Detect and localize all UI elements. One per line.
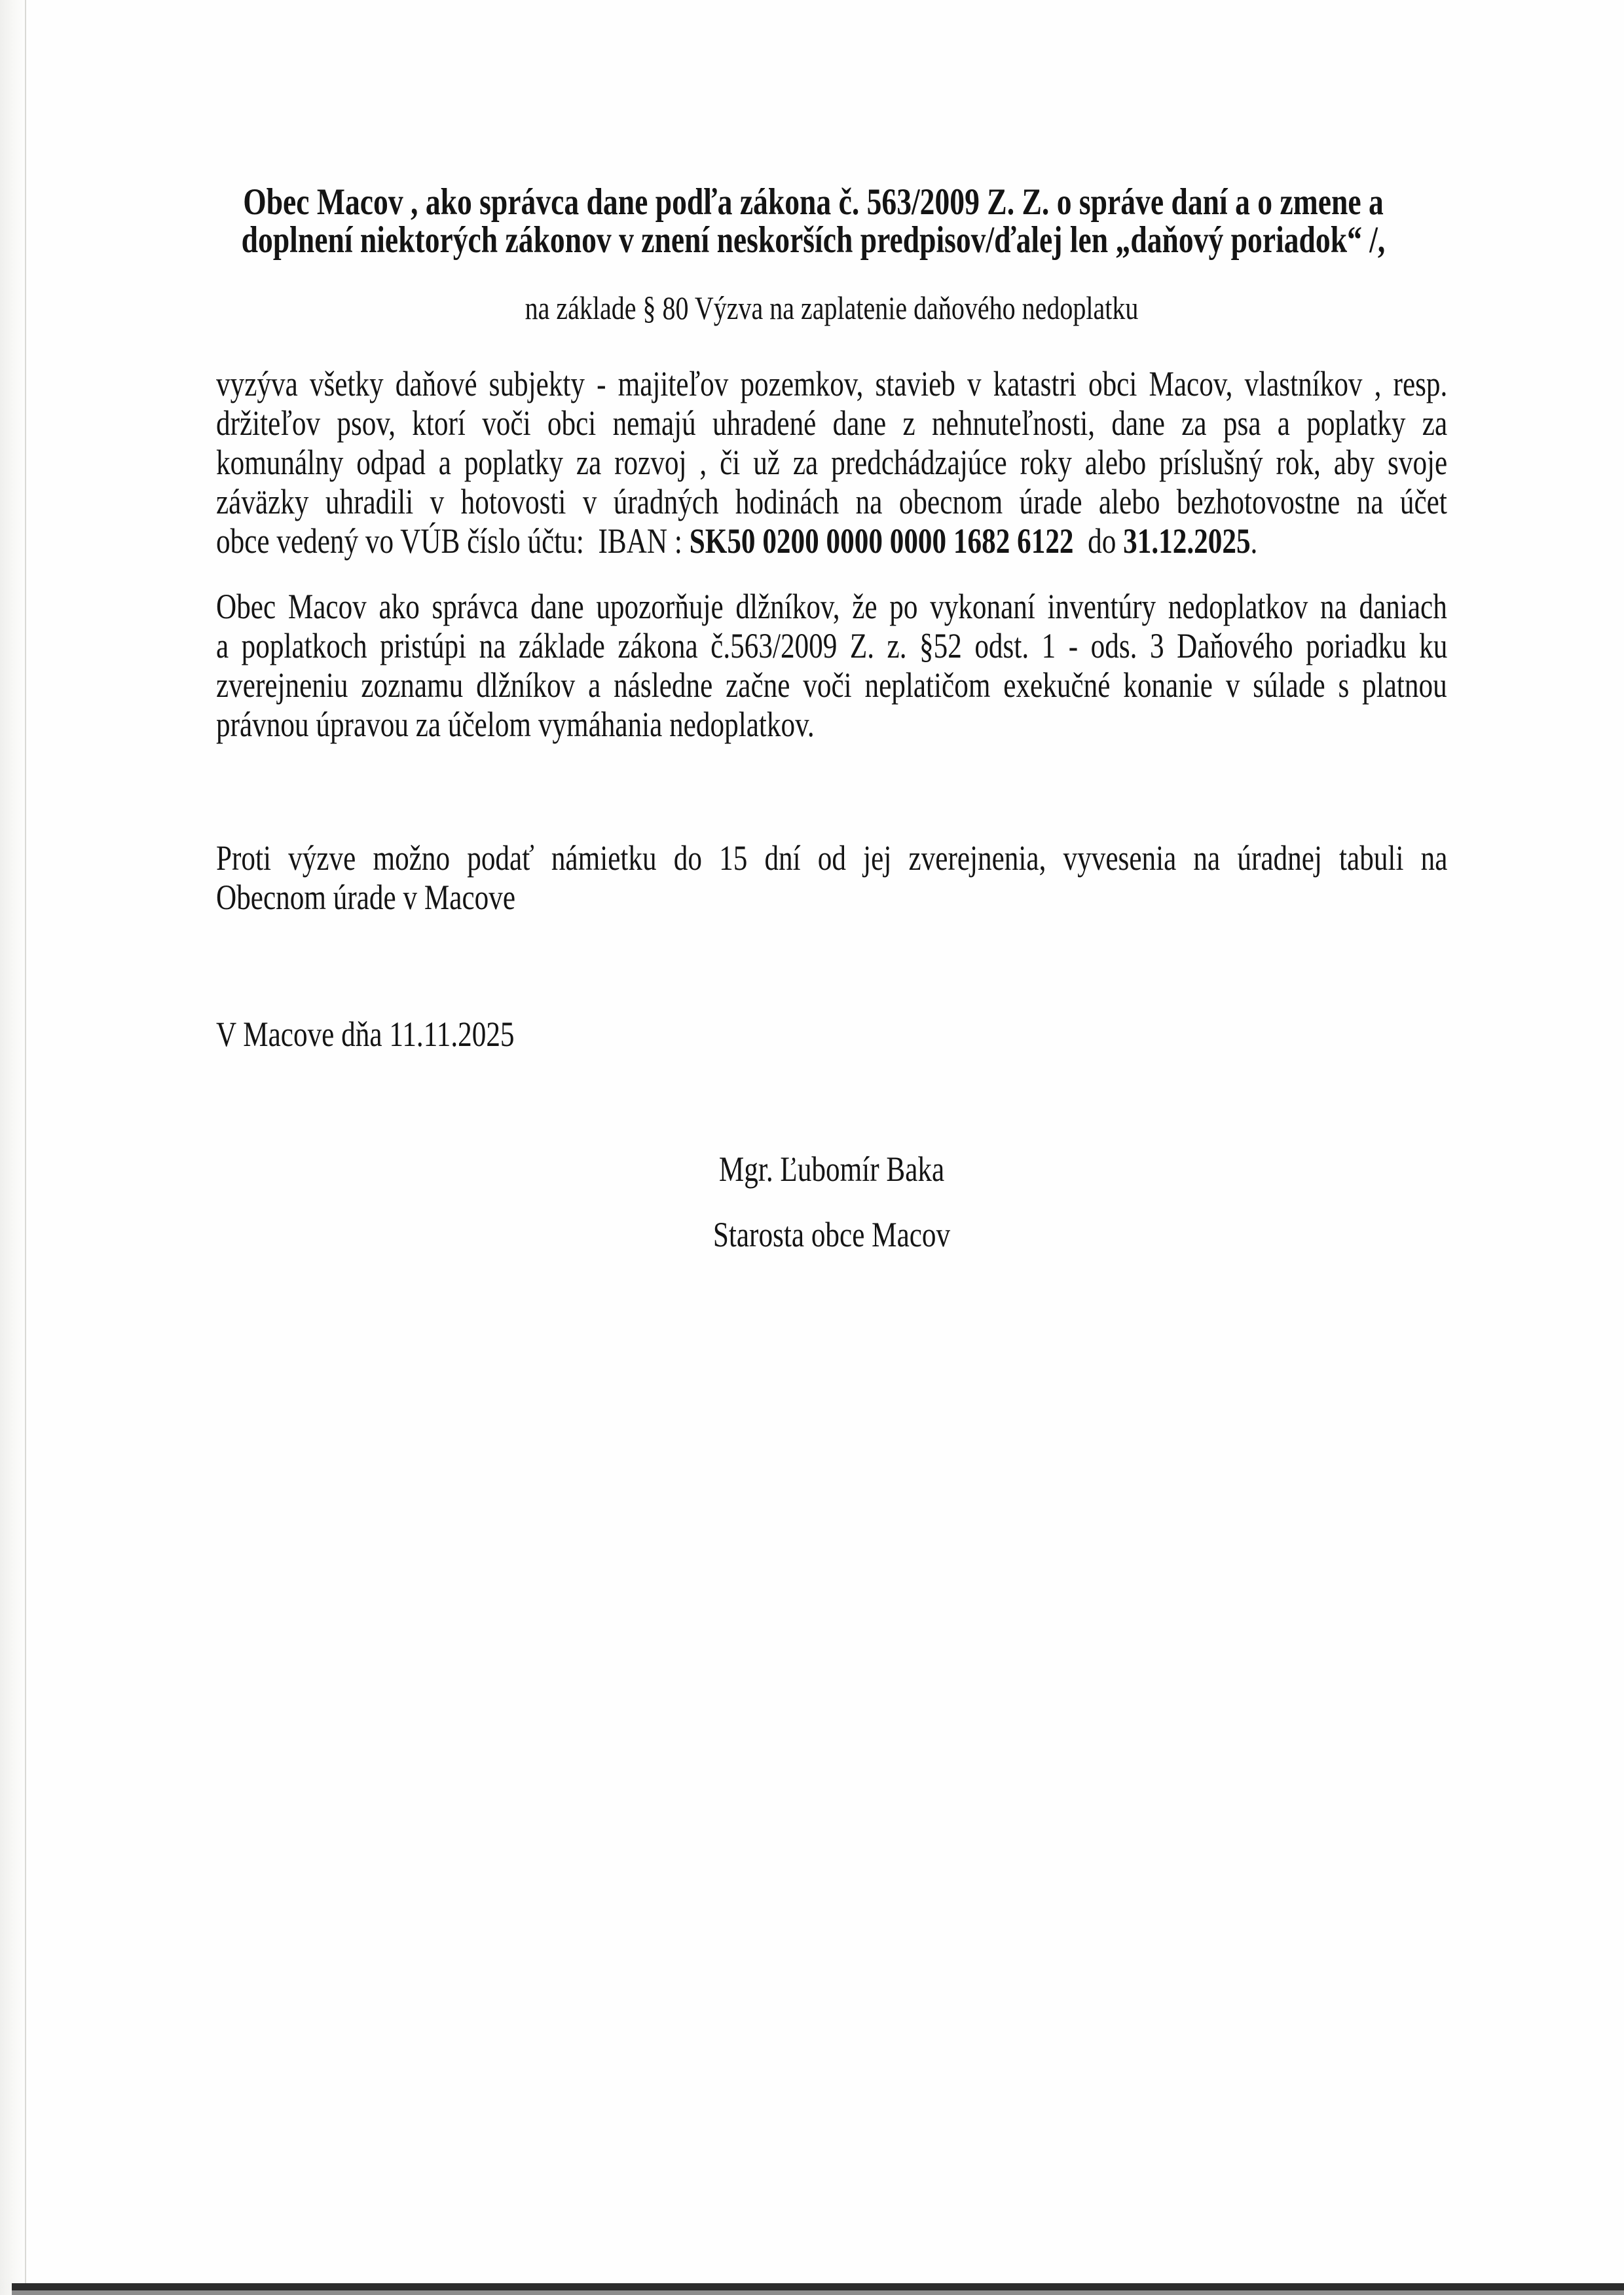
title-line-2: doplnení niektorých zákonov v znení neskorších predpisov/ďalej len „daňový poriadok“ /, xyxy=(241,219,1386,261)
paragraph-line-text: komunálny odpad a poplatky za rozvoj , či už za predchádzajúce roky alebo príslušný rok, aby svoje xyxy=(216,443,1448,482)
account-line xyxy=(216,521,1447,561)
scan-left-edge-artifact xyxy=(0,0,26,2295)
account-line-middle: do xyxy=(1073,521,1124,561)
paragraph-line-text: vyzýva všetky daňové subjekty - majiteľov pozemkov, stavieb v katastri obci Macov, vlastníkov , resp. xyxy=(216,364,1448,403)
paragraph-last-line: Obecnom úrade v Macove xyxy=(216,878,516,917)
notice-paragraph xyxy=(216,364,1447,561)
paragraph-line-text: záväzky uhradili v hotovosti v úradných hodinách na obecnom úrade alebo bezhotovostne na účet xyxy=(216,482,1447,521)
paragraph-line xyxy=(216,626,1447,665)
title-line-1: Obec Macov , ako správca dane podľa zákona č. 563/2009 Z. Z. o správe daní a o zmene a xyxy=(243,181,1384,223)
paragraph-line xyxy=(216,403,1447,443)
account-line-suffix: . xyxy=(1250,521,1258,561)
paragraph-line-text: Proti výzve možno podať námietku do 15 dní od jej zverejnenia, vyvesenia na úradnej tabuli na xyxy=(216,838,1448,878)
paragraph-line-text: držiteľov psov, ktorí voči obci nemajú uhradené dane z nehnuteľnosti, dane za psa a poplatky za xyxy=(216,403,1448,443)
objection-paragraph xyxy=(216,838,1447,917)
signatory-name: Mgr. Ľubomír Baka xyxy=(718,1149,945,1189)
iban-number: SK50 0200 0000 0000 1682 6122 xyxy=(689,521,1074,561)
scan-bottom-edge-artifact xyxy=(12,2283,1624,2290)
scan-bottom-shadow-artifact xyxy=(12,2290,1624,2295)
paragraph-line xyxy=(216,665,1447,705)
document-title xyxy=(216,183,1447,259)
paragraph-line xyxy=(216,443,1447,482)
place-and-date-line: V Macove dňa 11.11.2025 xyxy=(216,1015,515,1054)
account-line-prefix: obce vedený vo VÚB číslo účtu: IBAN : xyxy=(216,521,690,561)
paragraph-line-text: zverejneniu zoznamu dlžníkov a následne začne voči neplatičom exekučné konanie v súlade s platnou xyxy=(216,665,1447,705)
paragraph-line-text: a poplatkoch pristúpi na základe zákona č.563/2009 Z. z. §52 odst. 1 - ods. 3 Daňového poriadku ku xyxy=(216,626,1448,665)
legal-basis-text: na základe § 80 Výzva na zaplatenie daňového nedoplatku xyxy=(525,289,1139,326)
payment-deadline-date: 31.12.2025 xyxy=(1123,521,1251,561)
paragraph-line xyxy=(216,364,1447,403)
paragraph-line xyxy=(216,482,1447,521)
paragraph-line xyxy=(216,838,1447,878)
paragraph-line xyxy=(216,587,1447,626)
paragraph-line-text: Obec Macov ako správca dane upozorňuje dlžníkov, že po vykonaní inventúry nedoplatkov na daniach xyxy=(216,587,1447,626)
legal-basis-line xyxy=(216,289,1447,327)
warning-paragraph xyxy=(216,587,1447,744)
signatory-title: Starosta obce Macov xyxy=(712,1215,951,1254)
paragraph-last-line: právnou úpravou za účelom vymáhania nedoplatkov. xyxy=(216,705,815,744)
